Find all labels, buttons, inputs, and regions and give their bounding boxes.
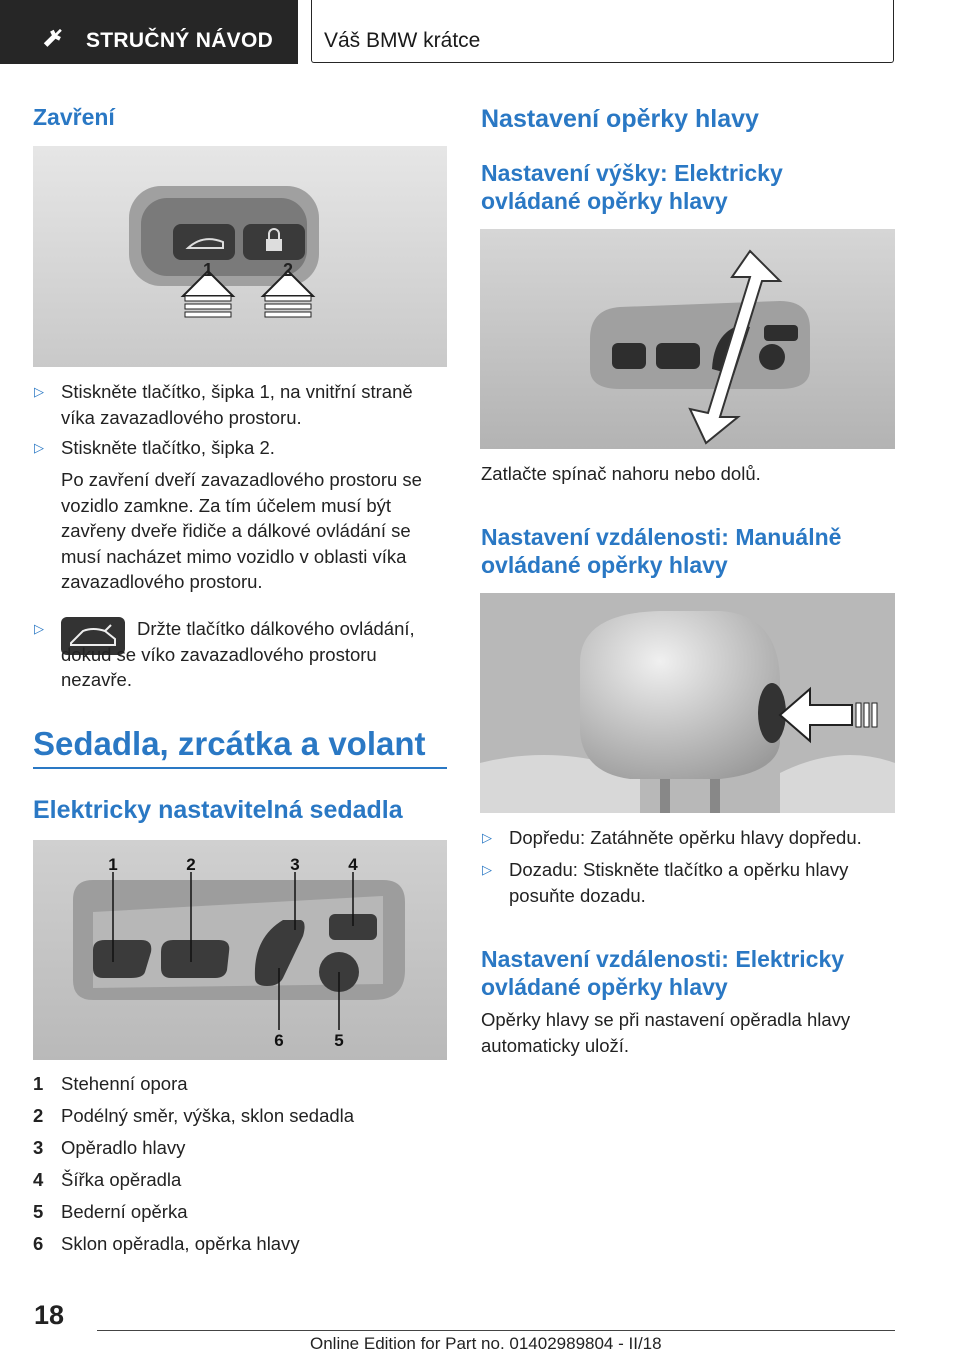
triangle-right-icon: ▷ xyxy=(34,440,44,455)
section-title: Sedadla, zrcátka a volant xyxy=(33,725,426,762)
closing-note: Po zavření dveří zavazadlového prostoru se vozidlo zamkne. Za tím účelem musí být zavřeny dveře řidiče a dálkové ovládání se musí nacházet mimo vozidlo v oblasti víka zavazadlového prostoru. xyxy=(61,469,422,592)
seat-controls-figure xyxy=(33,840,447,1060)
triangle-right-icon: ▷ xyxy=(482,862,492,877)
manual-step-1: Dopředu: Zatáhněte opěrku hlavy dopředu. xyxy=(509,827,862,848)
closing-step-2: Stiskněte tlačítko, šipka 2. xyxy=(61,437,275,458)
header-tab[interactable] xyxy=(0,0,298,64)
item-number: 2 xyxy=(33,1105,44,1126)
triangle-right-icon: ▷ xyxy=(34,384,44,399)
seat-figure-label: 3 xyxy=(290,855,300,874)
closing-title: Zavření xyxy=(33,104,115,130)
page-number: 18 xyxy=(34,1300,65,1330)
seats-title: Elektricky nastavitelná sedadla xyxy=(33,796,403,824)
electric-title: Nastavení vzdálenosti: Elektricky ovládané opěrky hlavy xyxy=(481,946,845,1000)
manual-step-2: Dozadu: Stiskněte tlačítko a opěrku hlavy posuňte dozadu. xyxy=(509,859,849,906)
wrench-icon xyxy=(42,28,66,48)
seat-figure-label: 5 xyxy=(334,1031,344,1050)
item-label: Sklon opěradla, opěrka hlavy xyxy=(61,1233,300,1254)
item-label: Opěradlo hlavy xyxy=(61,1137,186,1158)
figure-label: 1 xyxy=(202,260,214,280)
closing-step-1: Stiskněte tlačítko, šipka 1, na vnitřní straně víka zavazadlového prostoru. xyxy=(61,381,413,428)
triangle-right-icon: ▷ xyxy=(34,621,44,636)
item-label: Šířka opěradla xyxy=(61,1169,182,1190)
seat-figure-label: 4 xyxy=(348,855,358,874)
remote-step: Držte tlačítko dálkového ovládání, dokud se víko zavazadlového prostoru nezavře. xyxy=(61,618,415,690)
header-section-label: Váš BMW krátce xyxy=(324,29,481,52)
item-number: 6 xyxy=(33,1233,44,1254)
headrest-title: Nastavení opěrky hlavy xyxy=(481,105,759,133)
trunk-buttons-figure xyxy=(33,146,447,367)
seat-figure-label: 1 xyxy=(108,855,118,874)
item-label: Podélný směr, výška, sklon sedadla xyxy=(61,1105,355,1126)
headrest-height-figure xyxy=(480,229,895,449)
section-divider xyxy=(33,767,447,769)
height-text: Zatlačte spínač nahoru nebo dolů. xyxy=(481,463,761,484)
headrest-manual-figure xyxy=(480,593,895,813)
item-label: Bederní opěrka xyxy=(61,1201,188,1222)
item-number: 4 xyxy=(33,1169,44,1190)
figure-label: 2 xyxy=(282,260,294,280)
item-number: 1 xyxy=(33,1073,44,1094)
item-label: Stehenní opora xyxy=(61,1073,188,1094)
electric-text: Opěrky hlavy se při nastavení opěradla hlavy automaticky uloží. xyxy=(481,1009,851,1056)
header-tab-label: STRUČNÝ NÁVOD xyxy=(86,29,274,52)
height-title: Nastavení výšky: Elektricky ovládané opěrky hlavy xyxy=(481,160,783,214)
footer-divider xyxy=(97,1330,895,1331)
item-number: 3 xyxy=(33,1137,44,1158)
seat-figure-label: 2 xyxy=(186,855,196,874)
manual-title: Nastavení vzdálenosti: Manuálně ovládané opěrky hlavy xyxy=(481,524,842,578)
footer-edition: Online Edition for Part no. 01402989804 - II/18 xyxy=(310,1334,662,1353)
header-section xyxy=(311,0,894,63)
seat-figure-label: 6 xyxy=(274,1031,284,1050)
triangle-right-icon: ▷ xyxy=(482,830,492,845)
item-number: 5 xyxy=(33,1201,44,1222)
